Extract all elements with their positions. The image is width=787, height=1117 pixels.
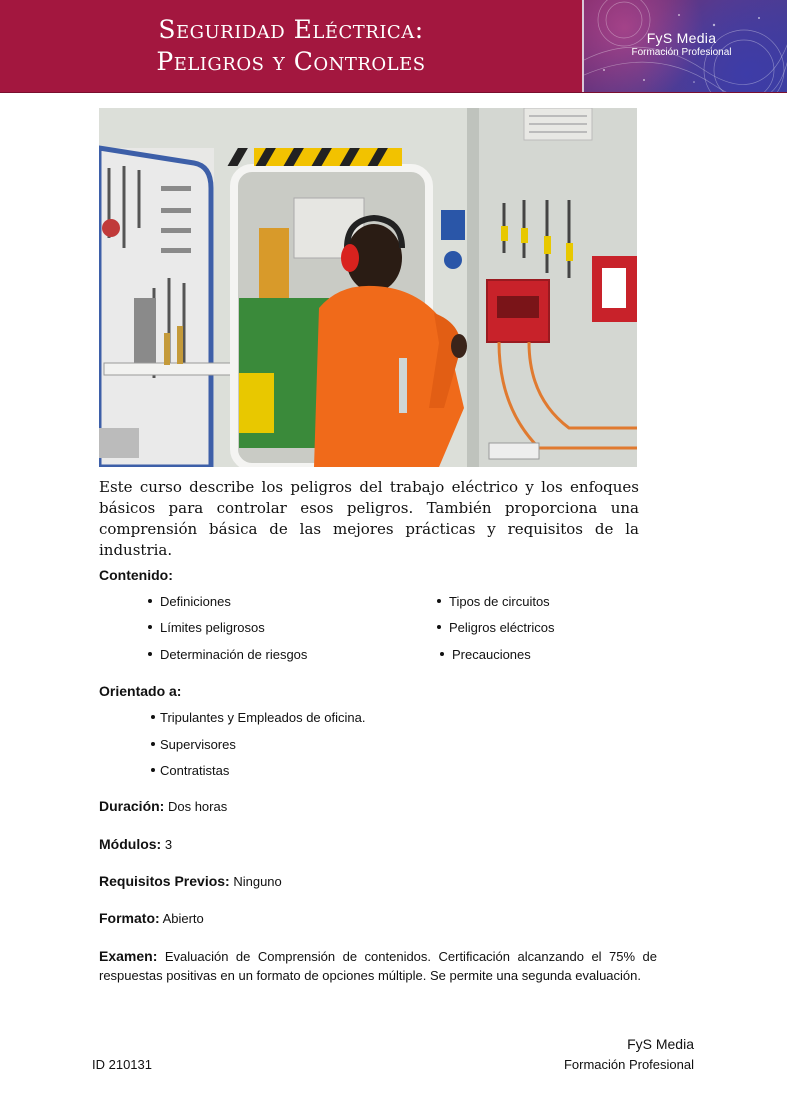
examen-field — [99, 947, 657, 985]
course-title-line1: Seguridad Eléctrica: — [158, 15, 424, 44]
course-description: Este curso describe los peligros del trabajo eléctrico y los enfoques básicos para controlar esos peligros. También proporciona una comprensión básica de las mejores prácticas y requisitos de la industria. — [99, 478, 639, 559]
bullet-icon — [437, 625, 441, 629]
bullet-icon — [437, 599, 441, 603]
document-id: ID 210131 — [92, 1057, 152, 1072]
formato-value: Abierto — [162, 911, 204, 926]
examen-label: Examen: — [99, 948, 158, 964]
page-header — [0, 0, 787, 93]
brand-subtitle: Formación Profesional — [631, 47, 732, 58]
list-item: Supervisores — [151, 737, 236, 752]
bullet-icon — [148, 625, 152, 629]
list-item: Determinación de riesgos — [148, 647, 307, 662]
bullet-icon — [151, 768, 155, 772]
bullet-icon — [148, 652, 152, 656]
electrician-workshop-illustration — [99, 108, 637, 467]
formato-label: Formato: — [99, 910, 160, 926]
modulos-label: Módulos: — [99, 836, 162, 852]
list-item: Precauciones — [440, 647, 531, 662]
bullet-icon — [151, 742, 155, 746]
list-item: Definiciones — [148, 594, 231, 609]
duracion-label: Duración: — [99, 798, 165, 814]
bullet-icon — [151, 715, 155, 719]
footer-subtitle: Formación Profesional — [563, 1057, 694, 1072]
examen-value: Evaluación de Comprensión de contenidos. Certificación alcanzando el 75% de respuestas positivas en un formato de opciones múltiple. Se permite una segunda evaluación. — [99, 949, 657, 983]
brand-name: FyS Media — [646, 30, 717, 46]
list-item: Tripulantes y Empleados de oficina. — [151, 710, 365, 725]
bullet-icon — [148, 599, 152, 603]
brand-logo-box — [582, 0, 787, 92]
modulos-field — [99, 836, 172, 852]
hero-photo — [99, 108, 637, 467]
brand-swirl-decoration — [584, 0, 787, 92]
course-title-line2: Peligros y Controles — [156, 47, 426, 76]
duracion-value: Dos horas — [167, 799, 228, 814]
list-item: Contratistas — [151, 763, 229, 778]
list-item: Peligros eléctricos — [437, 620, 555, 635]
requisitos-field — [99, 873, 282, 889]
requisitos-value: Ninguno — [233, 874, 282, 889]
modulos-value: 3 — [164, 837, 173, 852]
contenido-heading: Contenido: — [99, 567, 173, 583]
duracion-field — [99, 798, 227, 814]
footer-brand: FyS Media — [627, 1036, 694, 1052]
list-item: Tipos de circuitos — [437, 594, 550, 609]
bullet-icon — [440, 652, 444, 656]
course-title — [0, 14, 582, 78]
requisitos-label: Requisitos Previos: — [99, 873, 230, 889]
formato-field — [99, 910, 204, 926]
orientado-heading: Orientado a: — [99, 683, 182, 699]
list-item: Límites peligrosos — [148, 620, 265, 635]
